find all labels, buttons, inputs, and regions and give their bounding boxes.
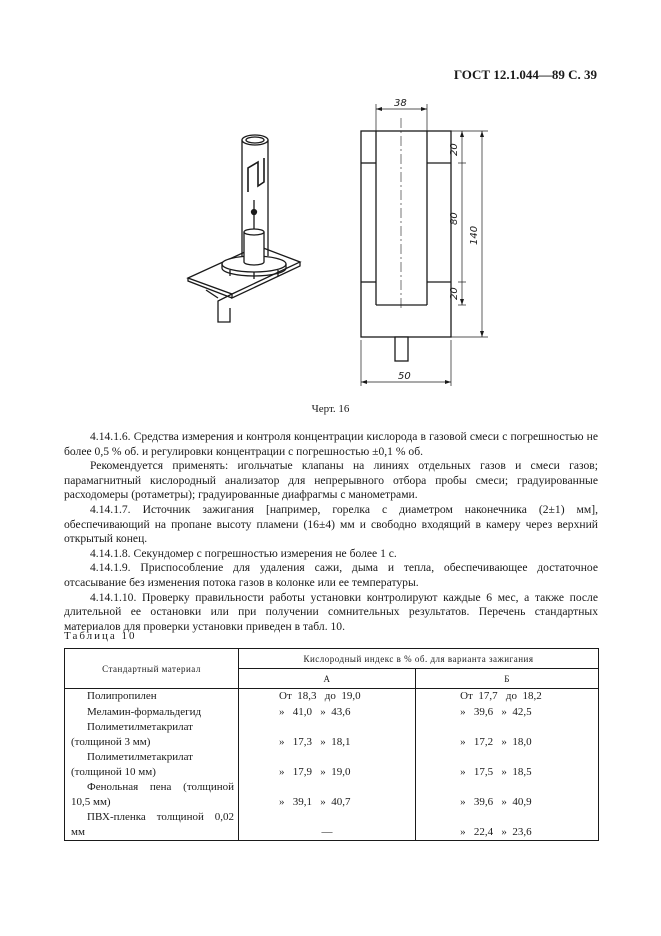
table-10 (64, 648, 599, 841)
dim-middle: 80 (449, 212, 460, 225)
dim-top-width: 38 (394, 98, 407, 109)
table-row (65, 720, 599, 750)
table-row (65, 810, 599, 841)
value-a-cell: » 39,1 » 40,7 (279, 795, 351, 808)
page-header: ГОСТ 12.1.044—89 С. 39 (453, 67, 597, 82)
material-cell: Полиметилметакрилат (толщиной 3 мм) (71, 721, 193, 748)
dim-total-height: 140 (469, 225, 480, 245)
table-row (65, 689, 599, 705)
table-row (65, 780, 599, 810)
value-b-cell: » 17,5 » 18,5 (460, 765, 532, 778)
col-index-header: Кислородный индекс в % об. для варианта зажигания (239, 649, 599, 669)
value-a-cell: От 18,3 до 19,0 (279, 690, 361, 702)
col-b-header: Б (416, 669, 599, 689)
value-a-cell: » 17,3 » 18,1 (279, 735, 351, 748)
paragraph: 4.14.1.6. Средства измерения и контроля концентрации кислорода в газовой смеси с погрешностью не более 0,5 % об. и регулировки концентрации с погрешностью ±0,1 % об. (64, 430, 598, 458)
material-cell: Фенольная пена (толщиной 10,5 мм) (71, 781, 234, 808)
paragraph: Рекомендуется применять: игольчатые клапаны на линиях отдельных газов и смеси газов; парамагнитный кислородный анализатор для непрерывного отбора пробы смеси; градуированные расходомеры (ротаметры); градуированные диафрагмы с манометрами. (64, 459, 598, 502)
body-text (64, 430, 598, 634)
table-title: Таблица 10 (64, 630, 137, 642)
paragraph: 4.14.1.9. Приспособление для удаления сажи, дыма и тепла, обеспечивающее достаточное отсасывание без изменения потока газов в колонке или ее температуры. (64, 561, 598, 589)
material-cell: Полиметилметакрилат (толщиной 10 мм) (71, 751, 193, 778)
dim-top-gap: 20 (449, 143, 460, 156)
value-b-cell: » 17,2 » 18,0 (460, 735, 532, 748)
value-a-cell: — (321, 825, 333, 838)
dim-bottom-gap: 20 (449, 287, 460, 300)
value-a-cell: » 17,9 » 19,0 (279, 765, 351, 778)
dim-bottom-width: 50 (398, 371, 411, 382)
col-a-header: А (239, 669, 416, 689)
value-a-cell: » 41,0 » 43,6 (279, 705, 351, 718)
figure-caption: Черт. 16 (311, 403, 350, 415)
apparatus-sketch (188, 135, 300, 322)
material-cell: Полипропилен (87, 690, 157, 702)
paragraph: 4.14.1.7. Источник зажигания [например, горелка с диаметром наконечника (2±1) мм], обеспечивающий на пропане высоту пламени (16±4) мм и свободно входящий в камеру через верхний открытый конец. (64, 502, 598, 546)
table-row (65, 750, 599, 780)
value-b-cell: » 39,6 » 42,5 (460, 705, 532, 718)
table-row (65, 705, 599, 721)
material-cell: ПВХ-пленка толщиной 0,02 мм (71, 811, 234, 838)
paragraph: 4.14.1.10. Проверку правильности работы установки контролируют каждые 6 мес, а также после длительной ее остановки или при получении сомнительных результатов. Перечень стандартных материалов для проверки установки приведен в табл. 10. (64, 590, 598, 633)
value-b-cell: » 22,4 » 23,6 (460, 825, 532, 838)
col-material-header: Стандартный материал (65, 649, 239, 689)
paragraph: 4.14.1.8. Секундомер с погрешностью измерения не более 1 с. (90, 546, 397, 560)
figure-16-drawing (0, 0, 661, 400)
value-b-cell: От 17,7 до 18,2 (460, 690, 542, 702)
material-cell: Меламин-формальдегид (87, 705, 202, 718)
value-b-cell: » 39,6 » 40,9 (460, 795, 532, 808)
